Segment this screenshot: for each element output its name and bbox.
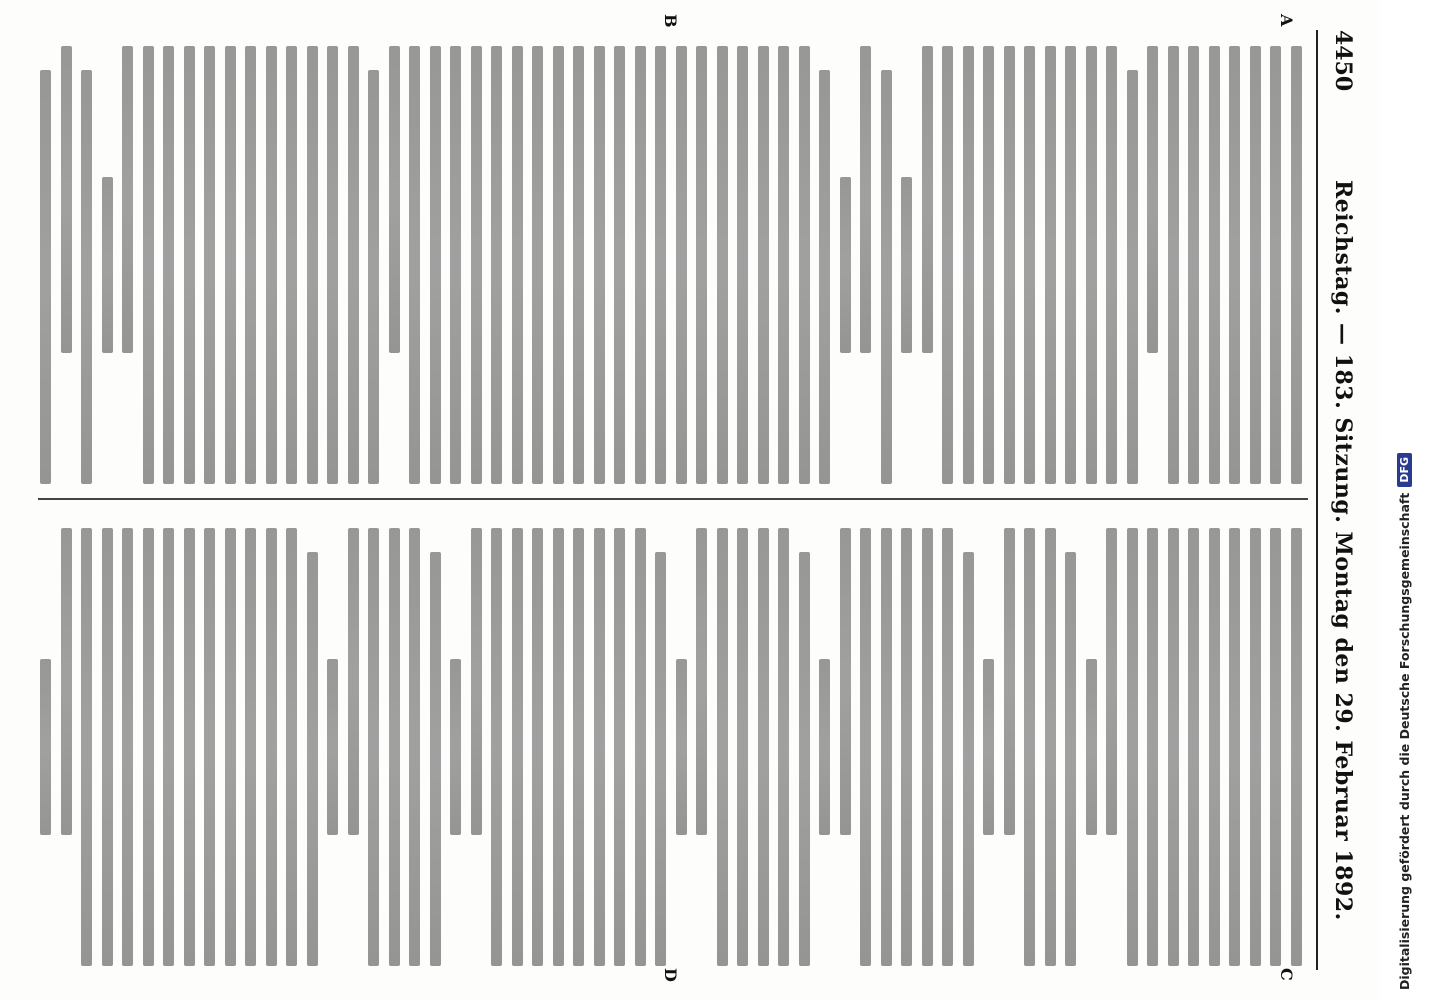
illegible-text-line [143,46,154,484]
illegible-text-line [451,659,462,834]
illegible-text-line [1025,46,1036,484]
illegible-text-line [410,46,421,484]
margin-letter-b: B [661,14,680,28]
illegible-text-line [922,46,933,353]
illegible-text-line [1025,528,1036,966]
illegible-text-line [184,528,195,966]
illegible-text-line [574,46,585,484]
illegible-text-line [1148,46,1159,353]
illegible-text-line [205,46,216,484]
illegible-text-line [328,46,339,484]
illegible-text-line [738,528,749,966]
illegible-text-line [266,46,277,484]
illegible-text-line [922,528,933,966]
header-rule [1316,30,1318,970]
illegible-text-line [225,46,236,484]
illegible-text-line [1230,46,1241,484]
illegible-text-line [1291,46,1302,484]
illegible-text-line [943,46,954,484]
illegible-text-line [123,46,134,353]
illegible-text-line [102,177,113,352]
illegible-text-line [492,46,503,484]
illegible-text-line [676,659,687,834]
left-text-column [40,46,1302,484]
illegible-text-line [307,552,318,966]
illegible-text-line [840,177,851,352]
column-divider [38,498,1308,500]
illegible-text-line [512,528,523,966]
illegible-text-line [1045,528,1056,966]
illegible-text-line [41,70,52,484]
illegible-text-line [635,528,646,966]
illegible-text-line [984,659,995,834]
illegible-text-line [164,46,175,484]
illegible-text-line [615,528,626,966]
illegible-text-line [1271,528,1282,966]
illegible-text-line [881,70,892,484]
illegible-text-line [533,46,544,484]
illegible-text-line [1148,528,1159,966]
illegible-text-line [82,528,93,966]
illegible-text-line [184,46,195,484]
illegible-text-line [369,70,380,484]
illegible-text-line [1189,46,1200,484]
margin-letter-c: C [1277,968,1296,981]
illegible-text-line [676,46,687,484]
illegible-text-line [1127,528,1138,966]
illegible-text-line [246,528,257,966]
illegible-text-line [799,552,810,966]
right-text-column [40,528,1302,966]
illegible-text-line [471,46,482,484]
illegible-text-line [963,552,974,966]
illegible-text-line [861,46,872,353]
illegible-text-line [225,528,236,966]
illegible-text-line [1127,70,1138,484]
illegible-text-line [779,46,790,484]
illegible-text-line [594,528,605,966]
illegible-text-line [553,46,564,484]
illegible-text-line [1209,46,1220,484]
illegible-text-line [697,46,708,484]
illegible-text-line [328,659,339,834]
illegible-text-line [61,46,72,353]
illegible-text-line [943,528,954,966]
illegible-text-line [963,46,974,484]
illegible-text-line [1045,46,1056,484]
illegible-text-line [574,528,585,966]
illegible-text-line [1271,46,1282,484]
illegible-text-line [533,528,544,966]
illegible-text-line [348,528,359,835]
illegible-text-line [840,528,851,835]
illegible-text-line [656,46,667,484]
illegible-text-line [1168,528,1179,966]
illegible-text-line [1107,528,1118,835]
illegible-text-line [697,528,708,835]
illegible-text-line [902,528,913,966]
illegible-text-line [287,46,298,484]
illegible-text-line [512,46,523,484]
illegible-text-line [1230,528,1241,966]
illegible-text-line [492,528,503,966]
illegible-text-line [1189,528,1200,966]
dfg-logo: DFG [1397,453,1412,487]
illegible-text-line [389,46,400,353]
illegible-text-line [102,528,113,966]
illegible-text-line [164,528,175,966]
illegible-text-line [389,528,400,966]
illegible-text-line [61,528,72,835]
illegible-text-line [717,46,728,484]
illegible-text-line [820,70,831,484]
illegible-text-line [1004,528,1015,835]
illegible-text-line [553,528,564,966]
illegible-text-line [738,46,749,484]
illegible-text-line [799,46,810,484]
illegible-text-line [902,177,913,352]
illegible-text-line [410,528,421,966]
illegible-text-line [143,528,154,966]
illegible-text-line [451,46,462,484]
illegible-text-line [1250,528,1261,966]
illegible-text-line [307,46,318,484]
illegible-text-line [758,46,769,484]
illegible-text-line [266,528,277,966]
illegible-text-line [471,528,482,835]
illegible-text-line [430,46,441,484]
illegible-text-line [1004,46,1015,484]
illegible-text-line [615,46,626,484]
illegible-text-line [430,552,441,966]
illegible-text-line [1066,46,1077,484]
illegible-text-line [779,528,790,966]
illegible-text-line [82,70,93,484]
illegible-text-line [635,46,646,484]
illegible-text-line [820,659,831,834]
margin-letter-a: A [1277,14,1296,27]
running-title: Reichstag. — 183. Sitzung. Montag den 29. Februar 1892. [1330,180,1356,921]
illegible-text-line [1250,46,1261,484]
illegible-text-line [861,528,872,966]
illegible-text-line [1066,552,1077,966]
digitization-credit [1392,390,1416,990]
illegible-text-line [41,659,52,834]
illegible-text-line [881,528,892,966]
illegible-text-line [717,528,728,966]
illegible-text-line [758,528,769,966]
illegible-text-line [1291,528,1302,966]
illegible-text-line [594,46,605,484]
margin-letter-d: D [661,968,680,982]
illegible-text-line [1209,528,1220,966]
illegible-text-line [1107,46,1118,484]
illegible-text-line [656,552,667,966]
illegible-text-line [369,528,380,966]
illegible-text-line [205,528,216,966]
illegible-text-line [246,46,257,484]
illegible-text-line [348,46,359,484]
illegible-text-line [1086,659,1097,834]
illegible-text-line [287,528,298,966]
page-header [1322,30,1362,970]
illegible-text-line [1086,46,1097,484]
illegible-text-line [984,46,995,484]
page-number: 4450 [1330,30,1356,92]
illegible-text-line [123,528,134,966]
illegible-text-line [1168,46,1179,484]
credit-text: Digitalisierung gefördert durch die Deutsche Forschungsgemeinschaft [1396,492,1412,990]
